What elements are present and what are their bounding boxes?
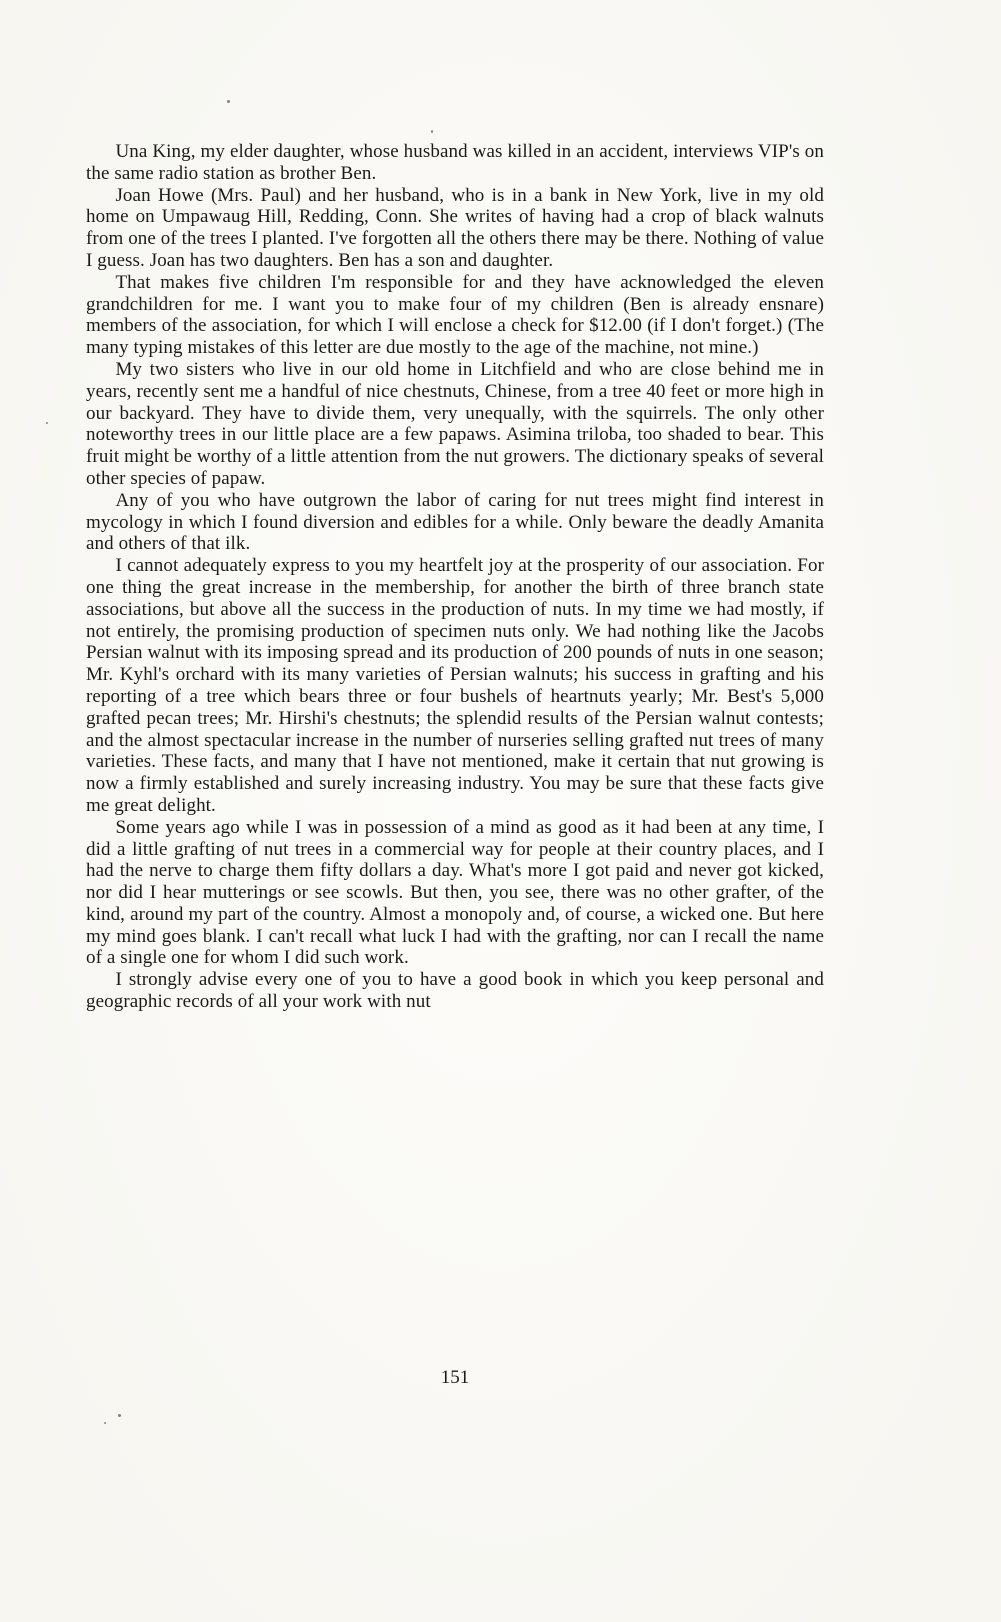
page-text-block (86, 141, 824, 1013)
paragraph-association-prosperity: I cannot adequately express to you my heartfelt joy at the prosperity of our association. For one thing the great increase in the membership, for another the birth of three branch state associations, but above all the success in the production of nuts. In my time we had mostly, if not entirely, the promising production of specimen nuts only. We had nothing like the Jacobs Persian walnut with its imposing spread and its production of 200 pounds of nuts in one season; Mr. Kyhl's orchard with its many varieties of Persian walnuts; his success in grafting and his reporting of a tree which bears three or four bushels of heartnuts yearly; Mr. Best's 5,000 grafted pecan trees; Mr. Hirshi's chestnuts; the splendid results of the Persian walnut contests; and the almost spectacular increase in the number of nurseries selling grafted nut trees of many varieties. These facts, and many that I have not mentioned, make it certain that nut growing is now a firmly established and surely increasing industry. You may be sure that these facts give me great delight. (86, 555, 824, 816)
paragraph-mycology: Any of you who have outgrown the labor of caring for nut trees might find interest in mycology in which I found diversion and edibles for a while. Only beware the deadly Amanita and others of that ilk. (86, 489, 824, 555)
page-number: 151 (440, 1367, 470, 1388)
paragraph-two-sisters: My two sisters who live in our old home in Litchfield and who are close behind me in years, recently sent me a handful of nice chestnuts, Chinese, from a tree 40 feet or more high in our backyard. They have to divide them, very unequally, with the squirrels. The only other noteworthy trees in our little place are a few papaws. Asimina triloba, too shaded to bear. This fruit might be worthy of a little attention from the nut growers. The dictionary speaks of several other species of papaw. (86, 358, 824, 489)
scan-speck (227, 100, 230, 103)
scan-speck (104, 1422, 106, 1424)
scan-speck (431, 130, 433, 133)
paragraph-grafting-work: Some years ago while I was in possession of a mind as good as it had been at any time, I did a little grafting of nut trees in a commercial way for people at their country places, and I had the nerve to charge them fifty dollars a day. What's more I got paid and never got kicked, nor did I hear mutterings or see scowls. But then, you see, there was no other grafter, of the kind, around my part of the country. Almost a monopoly and, of course, a wicked one. But here my mind goes blank. I can't recall what luck I had with the grafting, nor can I recall the name of a single one for whom I did such work. (86, 816, 824, 969)
scan-speck (46, 422, 48, 424)
paragraph-una-king: Una King, my elder daughter, whose husband was killed in an accident, interviews VIP's on the same radio station as brother Ben. (86, 141, 824, 184)
paragraph-joan-howe: Joan Howe (Mrs. Paul) and her husband, who is in a bank in New York, live in my old home on Umpawaug Hill, Redding, Conn. She writes of having had a crop of black walnuts from one of the trees I planted. I've forgotten all the others there may be there. Nothing of value I guess. Joan has two daughters. Ben has a son and daughter. (86, 184, 824, 271)
scan-speck (118, 1414, 121, 1417)
paragraph-five-children: That makes five children I'm responsible for and they have acknowledged the eleven grandchildren for me. I want you to make four of my children (Ben is already ensnare) members of the association, for which I will enclose a check for $12.00 (if I don't forget.) (The many typing mistakes of this letter are due mostly to the age of the machine, not mine.) (86, 271, 824, 359)
paragraph-good-book-advice: I strongly advise every one of you to have a good book in which you keep personal and geographic records of all your work with nut (86, 969, 824, 1013)
